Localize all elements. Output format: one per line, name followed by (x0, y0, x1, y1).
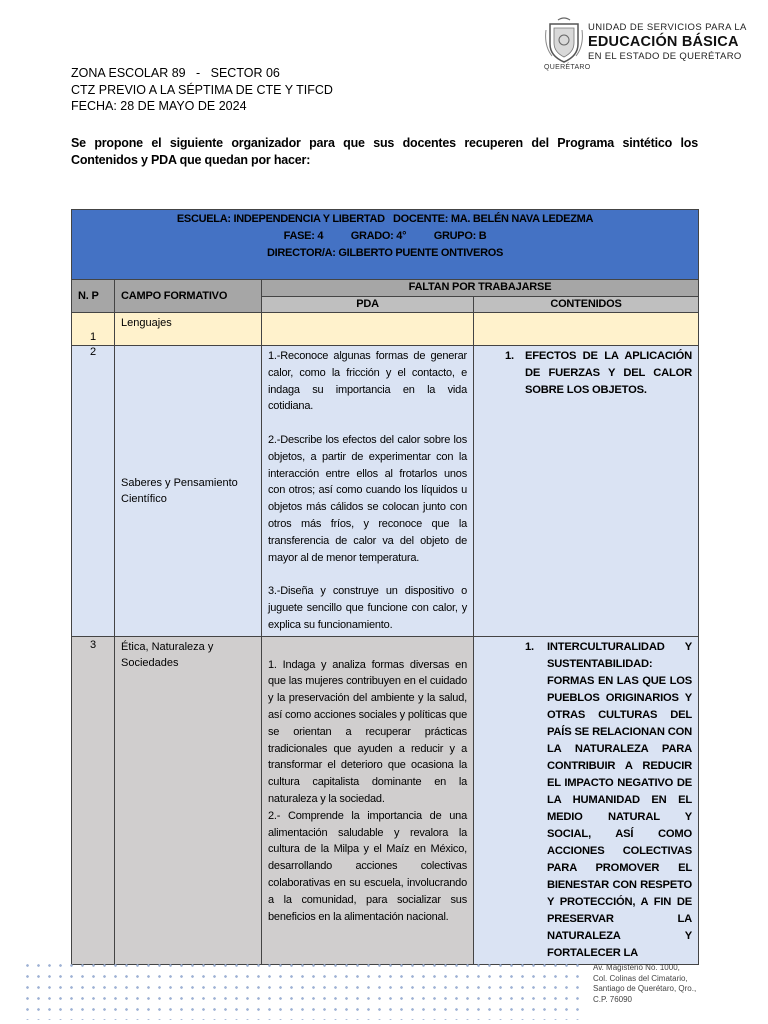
decorative-dot-pattern (22, 960, 582, 1020)
document-header (71, 65, 333, 115)
table-row (72, 346, 699, 637)
logo-line-3: EN EL ESTADO DE QUERÉTARO (588, 51, 742, 62)
footer-address (593, 963, 696, 1005)
pda-cell (262, 313, 474, 346)
content-item: EFECTOS DE LA APLICACIÓN DE FUERZAS Y DEL CALOR SOBRE LOS OBJETOS. (525, 350, 693, 396)
content-item: INTERCULTURALIDAD Y SUSTENTABILIDAD: FORMAS EN LAS QUE LOS PUEBLOS ORIGINARIOS Y OTRAS CULTURAS DEL PAÍS SE RELACIONAN CON LA NATURALEZA PARA CONTRIBUIR A REDUCIR EL IMPACTO NEGATIVO DE LA HUMANIDAD EN EL MEDIO NATURAL Y SOCIAL, ASÍ COMO ACCIONES COLECTIVAS PARA PROMOVER EL BIENESTAR CON RESPETO Y PROTECCIÓN, A FIN DE PRESERVAR LA NATURALEZA Y FORTALECER LA (547, 640, 693, 959)
zone-sector-line: ZONA ESCOLAR 89 - SECTOR 06 (71, 66, 280, 80)
content-marker: 1. (505, 350, 514, 362)
address-line-1: Av. Magisterio No. 1000, (593, 963, 680, 972)
column-header-pda: PDA (262, 297, 474, 313)
contenidos-cell (474, 313, 699, 346)
contenidos-cell (474, 346, 699, 637)
campo-formativo: Lenguajes (115, 313, 262, 346)
pda-cell (262, 346, 474, 637)
seal-caption: QUERÉTARO (544, 64, 591, 71)
pda-item: 2.-Describe los efectos del calor sobre los objetos, a partir de experimentar con la interacción entre ellos al frotarlos unos con otros; así como cuando los líquidos u objetos más cálidos se colocan junto con otros más fríos, y reconoce que la transferencia de calor va del objeto de mayor al de menor temperatura. (268, 433, 467, 564)
row-number: 3 (72, 636, 115, 964)
column-header-np: N. P (72, 280, 115, 313)
school-teacher-line: ESCUELA: INDEPENDENCIA Y LIBERTAD DOCENTE: MA. BELÉN NAVA LEDEZMA (176, 213, 594, 225)
pda-cell (262, 636, 474, 964)
organizer-table (71, 209, 699, 965)
meeting-line: CTZ PREVIO A LA SÉPTIMA DE CTE Y TIFCD (71, 82, 333, 97)
logo-line-1: UNIDAD DE SERVICIOS PARA LA (588, 22, 747, 33)
phase-grade-group-line: FASE: 4 GRADO: 4° GRUPO: B (283, 230, 487, 242)
table-row (72, 313, 699, 346)
table-row (72, 636, 699, 964)
address-line-4: C.P. 76090 (593, 994, 632, 1004)
pda-item: 1. Indaga y analiza formas diversas en que las mujeres contribuyen en el cuidado y la preservación del ambiente y la salud, así como acciones sociales y políticas que se orientan a recuperar prácticas tradicionales que ayuden a reducir y a transformar el deterioro que ocasiona la cultura capitalista dominante en la naturaleza y la sociedad. (268, 658, 467, 805)
content-marker: 1. (525, 640, 534, 653)
intro-paragraph: Se propone el siguiente organizador para que sus docentes recuperen del Programa sintético los Contenidos y PDA que quedan por hacer: (71, 136, 698, 167)
address-line-3: Santiago de Querétaro, Qro., (593, 984, 697, 993)
school-banner (72, 210, 699, 280)
campo-formativo: Ética, Naturaleza y Sociedades (115, 636, 262, 964)
column-header-campo: CAMPO FORMATIVO (115, 280, 262, 313)
row-number: 2 (72, 346, 115, 637)
state-seal-icon (544, 16, 584, 66)
usebeq-logo (544, 14, 768, 71)
column-header-contenidos: CONTENIDOS (474, 297, 699, 313)
date-line: FECHA: 28 DE MAYO DE 2024 (71, 99, 247, 113)
logo-line-2: EDUCACIÓN BÁSICA (588, 34, 739, 50)
pda-item: 2.- Comprende la importancia de una alimentación saludable y revalora la cultura de la Milpa y el Maíz en México, desarrollando acciones colectivas colaborativas en su escuela, involucrando a la comunidad, para socializar sus beneficios en la alimentación nacional. (268, 809, 467, 923)
column-header-faltan: FALTAN POR TRABAJARSE (262, 280, 699, 297)
address-line-2: Col. Colinas del Cimatario, (593, 973, 688, 983)
campo-formativo: Saberes y Pensamiento Científico (115, 346, 262, 637)
pda-item: 1.-Reconoce algunas formas de generar calor, como la fricción y el contacto, e indaga su importancia en la vida cotidiana. (268, 350, 467, 413)
contenidos-cell (474, 636, 699, 964)
row-number: 1 (72, 313, 115, 346)
director-line: DIRECTOR/A: GILBERTO PUENTE ONTIVEROS (267, 247, 504, 259)
pda-item: 3.-Diseña y construye un dispositivo o juguete sencillo que funcione con calor, y explica su funcionamiento. (268, 585, 467, 631)
